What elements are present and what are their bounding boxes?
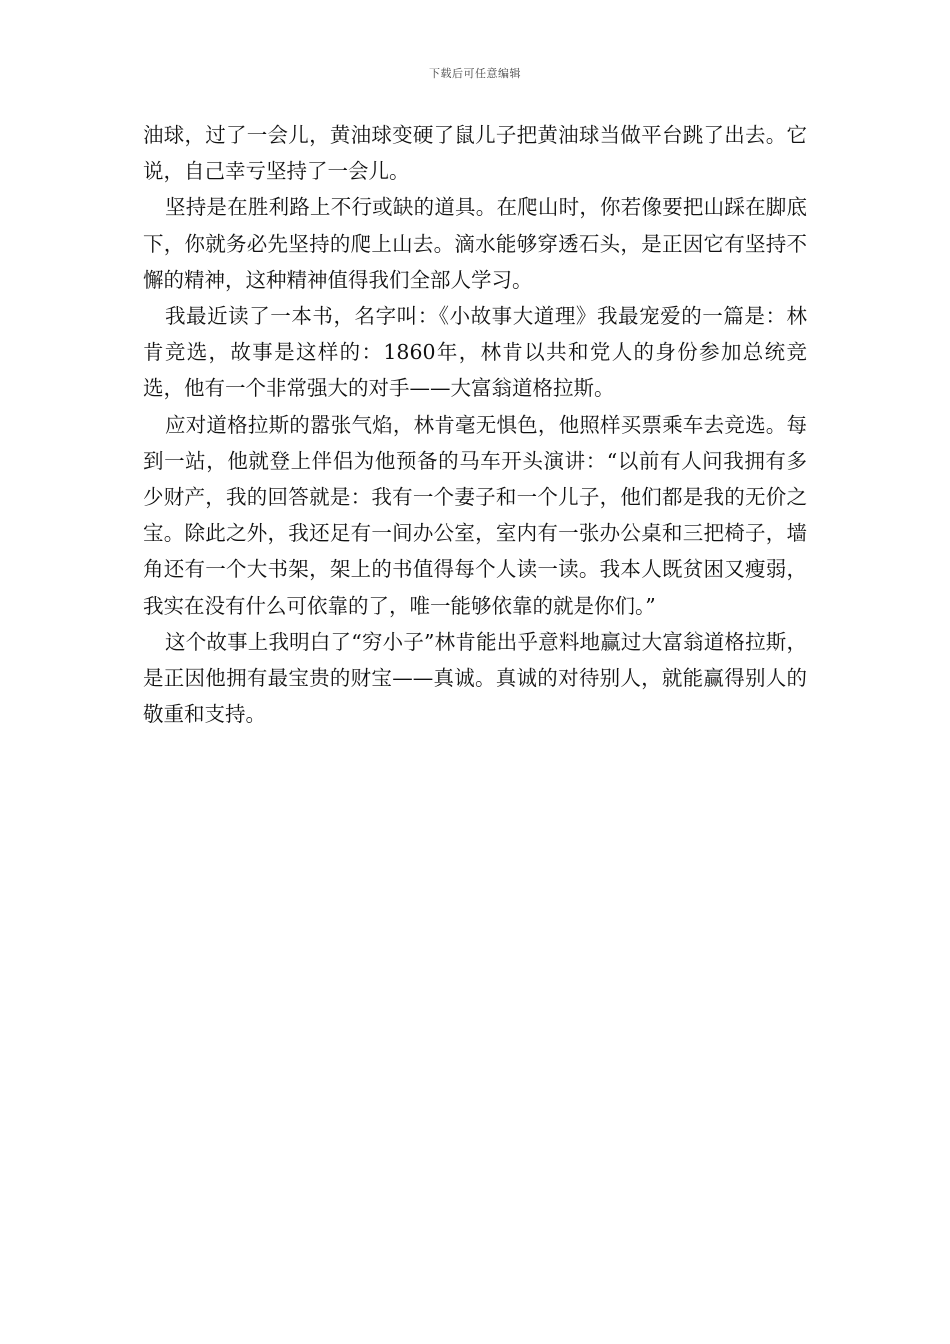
paragraph-1: 油球，过了一会儿，黄油球变硬了鼠儿子把黄油球当做平台跳了出去。它说，自己幸亏坚持了一会儿。 bbox=[143, 123, 807, 184]
page-header: 下载后可任意编辑 bbox=[429, 67, 521, 80]
paragraph-5: 这个故事上我明白了“穷小子”林肯能出乎意料地赢过大富翁道格拉斯，是正因他拥有最宝贵的财宝——真诚。真诚的对待别人，就能赢得别人的敬重和支持。 bbox=[143, 629, 807, 727]
document-body bbox=[143, 117, 807, 732]
paragraph-2: 坚持是在胜利路上不行或缺的道具。在爬山时，你若像要把山踩在脚底下，你就务必先坚持的爬上山去。滴水能够穿透石头，是正因它有坚持不懈的精神，这种精神值得我们全部人学习。 bbox=[143, 195, 807, 292]
paragraph-3: 我最近读了一本书，名字叫：《小故事大道理》我最宠爱的一篇是：林肯竞选，故事是这样的：1860年，林肯以共和党人的身份参加总统竞选，他有一个非常强大的对手——大富翁道格拉斯。 bbox=[143, 304, 807, 401]
paragraph-4: 应对道格拉斯的嚣张气焰，林肯毫无惧色，他照样买票乘车去竞选。每到一站，他就登上伴侣为他预备的马车开头演讲：“以前有人问我拥有多少财产，我的回答就是：我有一个妻子和一个儿子，他们都是我的无价之宝。除此之外，我还足有一间办公室，室内有一张办公桌和三把椅子，墙角还有一个大书架，架上的书值得每个人读一读。我本人既贫困又瘦弱，我实在没有什么可依靠的了，唯一能够依靠的就是你们。” bbox=[143, 412, 807, 618]
